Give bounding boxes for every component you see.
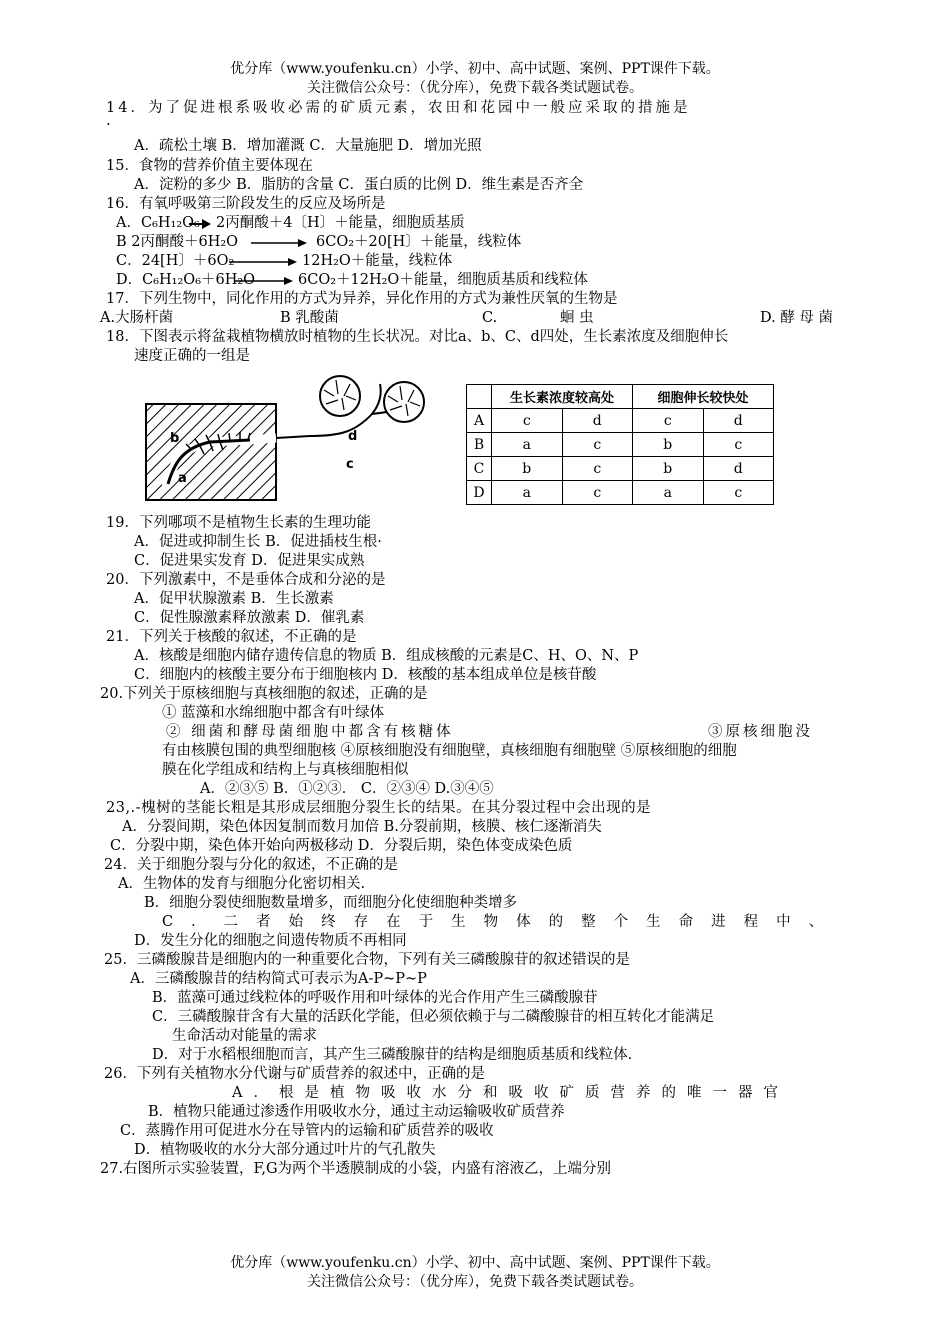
q18-stem: 18．下图表示将盆栽植物横放时植物的生长状况。对比a、b、C、d四处，生长素浓度及细胞伸长 xyxy=(106,329,729,345)
q26-stem: 26．下列有关植物水分代谢与矿质营养的叙述中，正确的是 xyxy=(104,1066,485,1082)
arrow-icon xyxy=(228,256,298,268)
q17-option-c-text: 蛔 虫 xyxy=(560,310,594,326)
q24-option-b: B．细胞分裂使细胞数量增多，而细胞分化使细胞种类增多 xyxy=(144,895,518,911)
q17-option-a: A.大肠杆菌 xyxy=(100,310,174,326)
q25-stem: 25．三磷酸腺昔是细胞内的一种重要化合物，下列有关三磷酸腺苷的叙述错误的是 xyxy=(104,952,630,968)
arrow-icon xyxy=(188,218,212,230)
table-cell: B xyxy=(467,433,492,457)
q16-option-d-left: D．C₆H₁₂O₆＋6H₂O xyxy=(116,272,256,288)
q25-option-a: A．三磷酸腺昔的结构简式可表示为A-P~P~P xyxy=(130,971,427,987)
q19-options-ab: A．促进或抑制生长 B．促进插枝生根· xyxy=(134,534,382,550)
table-cell: A xyxy=(467,409,492,433)
q20b-statement-3: ③原核细胞没 xyxy=(708,724,813,740)
q16-stem: 16．有氧呼吸第三阶段发生的反应及场所是 xyxy=(106,196,386,212)
q14-options: A．疏松土壤 B．增加灌溉 C．大量施肥 D．增加光照 xyxy=(134,138,482,154)
q17-option-b: B 乳酸菌 xyxy=(280,310,339,326)
q20b-statement-2: ② 细菌和酵母菌细胞中都含有核糖体 xyxy=(166,724,454,740)
q23-options-ab: A．分裂间期，染色体因复制而数月加倍 B.分裂前期，核膜、核仁逐渐消失 xyxy=(122,819,602,835)
table-row xyxy=(467,409,774,433)
table-cell: a xyxy=(492,433,563,457)
q17-option-c: C. xyxy=(482,310,498,326)
q20-options-ab: A．促甲状腺激素 B．生长激素 xyxy=(134,591,334,607)
q24-option-c: C．二者始终存在于生物体的整个生命进程中、 xyxy=(162,914,842,930)
leaf-left xyxy=(320,376,360,416)
q27-stem: 27.右图所示实验装置，F,G为两个半透膜制成的小袋，内盛有溶液乙，上端分别 xyxy=(100,1161,612,1177)
table-cell: d xyxy=(562,409,633,433)
table-cell: c xyxy=(562,457,633,481)
q19-options-cd: C．促进果实发育 D．促进果实成熟 xyxy=(134,553,365,569)
table-cell: d xyxy=(703,409,774,433)
table-cell: c xyxy=(703,433,774,457)
q25-option-c-cont: 生命活动对能量的需求 xyxy=(172,1028,317,1044)
leaf-right xyxy=(384,382,424,422)
table-cell: c xyxy=(633,409,704,433)
table-header-elongation: 细胞伸长较快处 xyxy=(633,385,774,409)
q26-option-c: C．蒸腾作用可促进水分在导管内的运输和矿质营养的吸收 xyxy=(120,1123,494,1139)
table-cell: a xyxy=(492,481,563,505)
q21-stem: 21．下列关于核酸的叙述，不正确的是 xyxy=(106,629,357,645)
q20b-statement-1: ① 蓝藻和水绵细胞中都含有叶绿体 xyxy=(162,705,385,721)
q18-stem-cont: 速度正确的一组是 xyxy=(134,348,250,364)
q25-option-d: D．对于水稻根细胞而言，其产生三磷酸腺苷的结构是细胞质基质和线粒体. xyxy=(152,1047,633,1063)
table-header-concentration: 生长素浓度较高处 xyxy=(492,385,633,409)
label-a: a xyxy=(178,471,187,486)
arrow-icon xyxy=(250,237,308,249)
q14-stem-dot: . xyxy=(106,113,111,129)
table-row xyxy=(467,457,774,481)
table-header-row xyxy=(467,385,774,409)
page-footer-line-1: 优分库（www.youfenku.cn）小学、初中、高中试题、案例、PPT课件下载。 xyxy=(230,1255,720,1271)
q20-options-cd: C．促性腺激素释放激素 D．催乳素 xyxy=(134,610,365,626)
q25-option-c: C．三磷酸腺苷含有大量的活跃化学能，但必须依赖于与二磷酸腺苷的相互转化才能满足 xyxy=(152,1009,715,1025)
q20-stem: 20．下列激素中，不是垂体合成和分泌的是 xyxy=(106,572,386,588)
q24-option-a: A．生物体的发育与细胞分化密切相关. xyxy=(118,876,366,892)
q16-option-c-left: C．24[H〕＋6O₂ xyxy=(116,253,235,269)
q14-stem: 14．为了促进根系吸收必需的矿质元素，农田和花园中一般应采取的措施是 xyxy=(106,100,691,116)
q20b-statement-cont: 有由核膜包围的典型细胞核 ④原核细胞没有细胞壁，真核细胞有细胞壁 ⑤原核细胞的细胞 xyxy=(162,743,737,759)
q24-stem: 24．关于细胞分裂与分化的叙述，不正确的是 xyxy=(104,857,398,873)
q26-option-d: D．植物吸收的水分大部分通过叶片的气孔散失 xyxy=(134,1142,436,1158)
table-cell: b xyxy=(633,457,704,481)
table-cell: c xyxy=(562,481,633,505)
label-b: b xyxy=(170,431,180,446)
q25-option-b: B．蓝藻可通过线粒体的呼吸作用和叶绿体的光合作用产生三磷酸腺苷 xyxy=(152,990,598,1006)
q16-option-c-right: 12H₂O＋能量，线粒体 xyxy=(302,253,453,269)
page-header-line-2: 关注微信公众号：（优分库），免费下载各类试题试卷。 xyxy=(307,80,643,96)
q16-option-a-right: 2丙酮酸＋4〔H〕＋能量，细胞质基质 xyxy=(216,215,465,231)
q20b-options: A．②③⑤ B．①②③． C．②③④ D.③④⑤ xyxy=(200,781,494,797)
page-footer-line-2: 关注微信公众号：（优分库），免费下载各类试题试卷。 xyxy=(307,1274,643,1290)
q26-option-b: B．植物只能通过渗透作用吸收水分，通过主动运输吸收矿质营养 xyxy=(148,1104,565,1120)
q24-option-d: D．发生分化的细胞之间遗传物质不再相同 xyxy=(134,933,407,949)
q16-option-d-right: 6CO₂＋12H₂O＋能量，细胞质基质和线粒体 xyxy=(298,272,588,288)
q16-option-a-left: A．C₆H₁₂O₆ xyxy=(116,215,200,231)
table-cell: c xyxy=(562,433,633,457)
table-cell: a xyxy=(633,481,704,505)
q26-option-a: A．根是植物吸收水分和吸收矿质营养的唯一器官 xyxy=(232,1085,789,1101)
page-header-line-1: 优分库（www.youfenku.cn）小学、初中、高中试题、案例、PPT课件下载。 xyxy=(230,61,720,77)
q17-option-d: D. 酵 母 菌 xyxy=(760,310,834,326)
label-c: c xyxy=(346,457,354,472)
q15-options: A．淀粉的多少 B．脂肪的含量 C．蛋白质的比例 D．维生素是否齐全 xyxy=(134,177,584,193)
q16-option-b-left: B 2丙酮酸＋6H₂O xyxy=(116,234,239,250)
table-cell: c xyxy=(703,481,774,505)
q17-stem: 17．下列生物中，同化作用的方式为异养，异化作用的方式为兼性厌氧的生物是 xyxy=(106,291,618,307)
q23-stem: 23,.-槐树的茎能长粗是其形成层细胞分裂生长的结果。在其分裂过程中会出现的是 xyxy=(106,800,652,816)
answer-table xyxy=(466,384,774,505)
arrow-icon xyxy=(234,275,294,287)
q20b-stem: 20.下列关于原核细胞与真核细胞的叙述，正确的是 xyxy=(100,686,428,702)
table-cell: C xyxy=(467,457,492,481)
table-cell: b xyxy=(633,433,704,457)
table-cell: d xyxy=(703,457,774,481)
label-d: d xyxy=(348,429,358,444)
q21-options-ab: A．核酸是细胞内储存遗传信息的物质 B．组成核酸的元素是C、H、O、N、P xyxy=(134,648,639,664)
table-cell: c xyxy=(492,409,563,433)
q19-stem: 19．下列哪项不是植物生长素的生理功能 xyxy=(106,515,371,531)
table-cell: b xyxy=(492,457,563,481)
q23-options-cd: C．分裂中期，染色体开始向两极移动 D．分裂后期，染色体变成染色质 xyxy=(110,838,573,854)
q15-stem: 15．食物的营养价值主要体现在 xyxy=(106,158,313,174)
table-cell: D xyxy=(467,481,492,505)
table-row xyxy=(467,481,774,505)
q20b-statement-cont2: 膜在化学组成和结构上与真核细胞相似 xyxy=(162,762,409,778)
plant-figure xyxy=(140,366,450,506)
table-row xyxy=(467,433,774,457)
q21-options-cd: C．细胞内的核酸主要分布于细胞核内 D．核酸的基本组成单位是核苷酸 xyxy=(134,667,597,683)
table-header-corner xyxy=(467,385,492,409)
q16-option-b-right: 6CO₂＋20[H〕＋能量，线粒体 xyxy=(316,234,522,250)
